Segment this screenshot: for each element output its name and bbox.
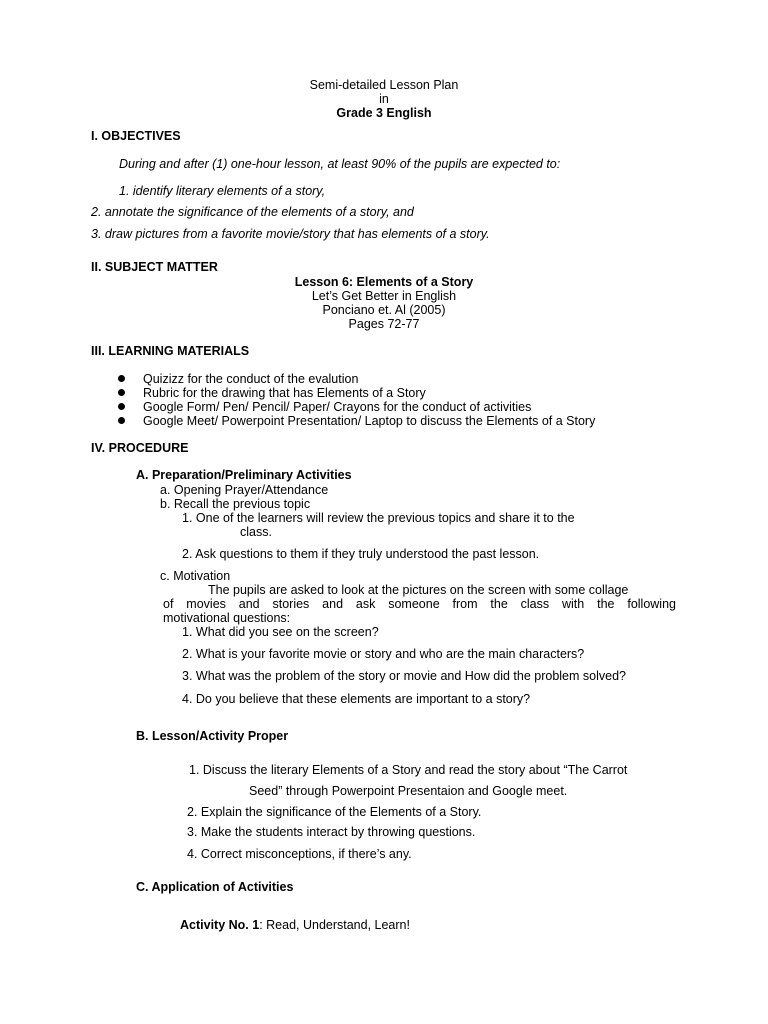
book-title: Let’s Get Better in English [311,289,457,303]
lesson-title: Lesson 6: Elements of a Story [294,275,474,289]
objective-item: 3. draw pictures from a favorite movie/story that has elements of a story. [91,227,490,241]
objective-item: 2. annotate the significance of the elements of a story, and [91,205,414,219]
motivation-paragraph-line1: The pupils are asked to look at the pictures on the screen with some collage [208,583,629,597]
bullet-icon [118,403,125,410]
step-opening-prayer: a. Opening Prayer/Attendance [160,483,329,497]
doc-title-line1: Semi-detailed Lesson Plan [309,78,459,92]
activity-title: : Read, Understand, Learn! [259,918,410,932]
objectives-heading: I. OBJECTIVES [91,129,181,143]
activity-label: Activity No. 1 [180,918,260,932]
motivation-question: 3. What was the problem of the story or movie and How did the problem solved? [182,669,626,683]
objectives-intro: During and after (1) one-hour lesson, at least 90% of the pupils are expected to: [119,157,561,171]
motivation-paragraph-line2: of movies and stories and ask someone from the class with the following [163,597,676,611]
step-motivation: c. Motivation [160,569,231,583]
subject-matter-heading: II. SUBJECT MATTER [91,260,218,274]
lesson-step-1: 1. Discuss the literary Elements of a Story and read the story about “The Carrot [189,763,628,777]
recall-item-1: 1. One of the learners will review the previous topics and share it to the [182,511,575,525]
motivation-question: 2. What is your favorite movie or story and who are the main characters? [182,647,585,661]
lesson-step-2: 2. Explain the significance of the Elements of a Story. [187,805,482,819]
doc-title-grade: Grade 3 English [336,106,432,120]
doc-title-line2: in [379,92,389,106]
bullet-icon [118,375,125,382]
preparation-heading: A. Preparation/Preliminary Activities [136,468,352,482]
bullet-icon [118,389,125,396]
book-author: Ponciano et. Al (2005) [322,303,446,317]
lesson-step-4: 4. Correct misconceptions, if there’s any. [187,847,412,861]
lesson-step-3: 3. Make the students interact by throwing questions. [187,825,476,839]
materials-heading: III. LEARNING MATERIALS [91,344,250,358]
activity-line [180,918,410,932]
material-item: Google Meet/ Powerpoint Presentation/ Laptop to discuss the Elements of a Story [143,414,596,428]
objective-item: 1. identify literary elements of a story, [119,184,326,198]
recall-item-2: 2. Ask questions to them if they truly understood the past lesson. [182,547,540,561]
bullet-icon [118,417,125,424]
step-recall-topic: b. Recall the previous topic [160,497,311,511]
motivation-question: 4. Do you believe that these elements are important to a story? [182,692,531,706]
book-pages: Pages 72-77 [348,317,420,331]
motivation-paragraph-line3: motivational questions: [163,611,291,625]
procedure-heading: IV. PROCEDURE [91,441,189,455]
lesson-step-1-cont: Seed” through Powerpoint Presentaion and Google meet. [249,784,568,798]
lesson-proper-heading: B. Lesson/Activity Proper [136,729,289,743]
recall-item-1-cont: class. [240,525,272,539]
application-heading: C. Application of Activities [136,880,294,894]
motivation-question: 1. What did you see on the screen? [182,625,379,639]
material-item: Google Form/ Pen/ Pencil/ Paper/ Crayons for the conduct of activities [143,400,532,414]
material-item: Rubric for the drawing that has Elements of a Story [143,386,426,400]
material-item: Quizizz for the conduct of the evalution [143,372,359,386]
